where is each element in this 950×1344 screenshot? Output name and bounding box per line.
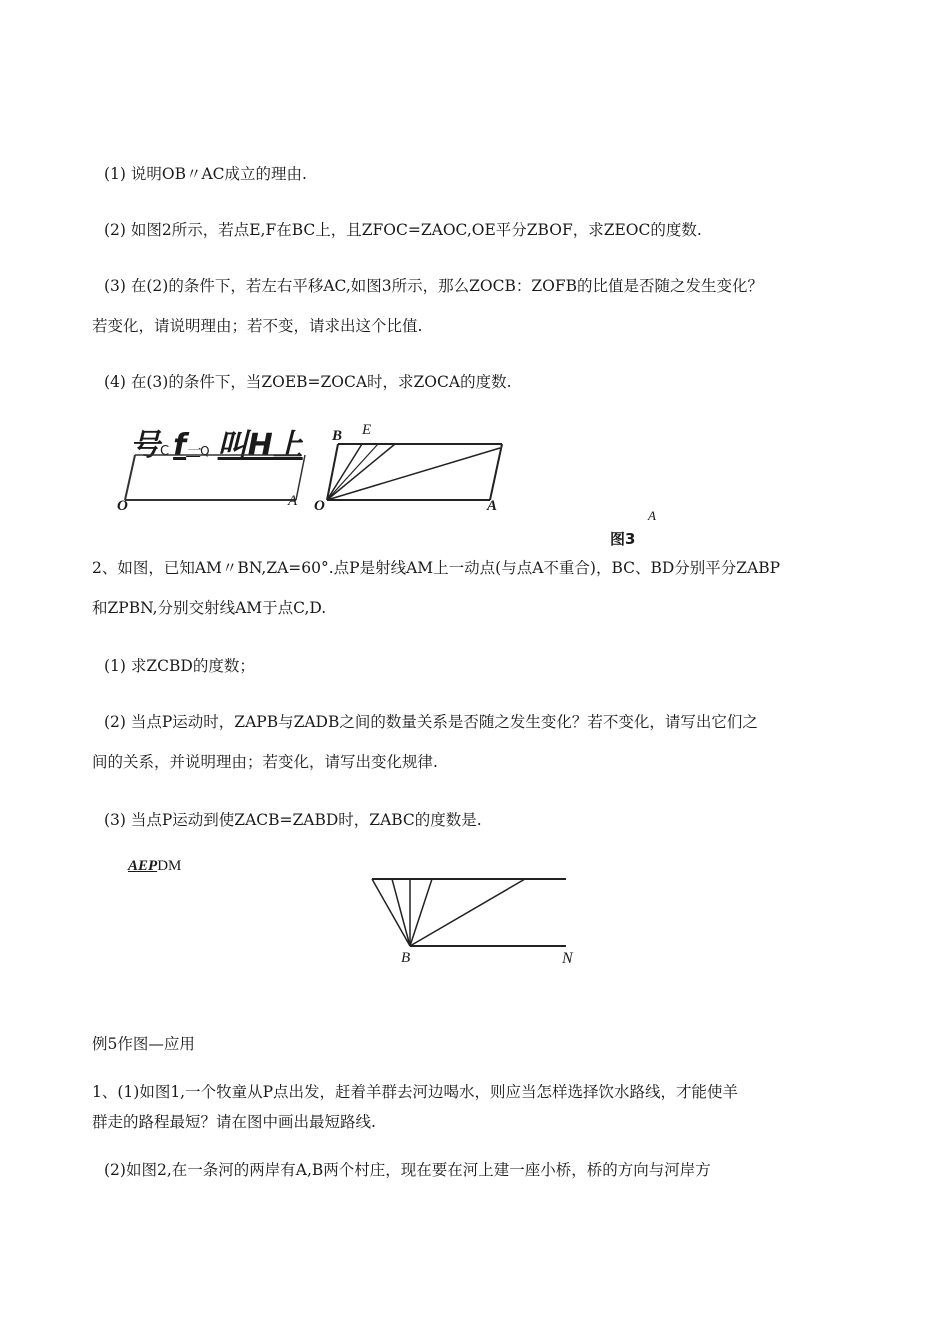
garble-c: C bbox=[160, 444, 170, 459]
problem2-q2-line1: (2) 当点P运动时，ZAPB与ZADB之间的数量关系是否随之发生变化？若不变化，请写出它们之 bbox=[104, 713, 758, 731]
left-right-edge bbox=[296, 455, 305, 500]
problem2-q1: (1) 求ZCBD的度数； bbox=[104, 657, 255, 675]
fig1-right-label-B: B bbox=[332, 428, 343, 444]
problem1-q3-line1: (3) 在(2)的条件下，若左右平移AC,如图3所示，那么ZOCB：ZOFB的比值是否随之发生变化？ bbox=[104, 277, 763, 295]
right-right-edge bbox=[490, 444, 502, 500]
fig1-caption-A: A bbox=[648, 508, 656, 523]
example5-p1-line2: 群走的路程最短？请在图中画出最短路线. bbox=[92, 1113, 376, 1131]
fig2-label-B: B bbox=[401, 950, 411, 966]
problem2-q3: (3) 当点P运动到使ZACB=ZABD时，ZABC的度数是. bbox=[104, 811, 482, 829]
example5-p1-line1: 1、(1)如图1,一个牧童从P点出发，赶着羊群去河边喝水，则应当怎样选择饮水路线，才能使羊 bbox=[92, 1083, 739, 1101]
fig1-right-label-A: A bbox=[487, 498, 498, 514]
fig2-label-AEP: AEP bbox=[128, 858, 158, 874]
fig1-left-label-A: A bbox=[288, 493, 298, 509]
fig2-top-labels bbox=[128, 858, 181, 875]
fig1-right-label-E: E bbox=[362, 422, 372, 438]
problem1-q1: (1) 说明OB〃AC成立的理由. bbox=[104, 165, 307, 183]
garble-dash: 一 bbox=[186, 443, 201, 459]
fig2-seg-BD bbox=[410, 879, 525, 946]
problem2-intro-line2: 和ZPBN,分别交射线AM于点C,D. bbox=[92, 599, 327, 617]
problem1-q4: (4) 在(3)的条件下，当ZOEB=ZOCA时，求ZOCA的度数. bbox=[104, 373, 512, 391]
fig1-left-label-O: O bbox=[117, 498, 128, 514]
problem2-intro-line1: 2、如图，已知AM〃BN,ZA=60°.点P是射线AM上一动点(与点A不重合)，BC、BD分别平分ZABP bbox=[92, 559, 781, 577]
fig2-seg-AB bbox=[372, 879, 410, 946]
garble-f: f bbox=[173, 428, 187, 463]
problem2-q2-line2: 间的关系，并说明理由；若变化，请写出变化规律. bbox=[92, 753, 438, 771]
example5-title: 例5作图—应用 bbox=[92, 1035, 195, 1053]
left-left-edge bbox=[125, 455, 135, 500]
fig1-caption: 图3 bbox=[610, 530, 636, 548]
garble-a: 号 bbox=[130, 428, 160, 463]
ray-OC bbox=[327, 448, 500, 500]
problem1-q3-line2: 若变化，请说明理由；若不变，请求出这个比值. bbox=[92, 317, 423, 335]
garble-q: Q bbox=[200, 444, 210, 458]
fig1-right-label-O: O bbox=[314, 498, 325, 514]
problem1-q2: (2) 如图2所示，若点E,F在BC上，且ZFOC=ZAOC,OE平分ZBOF，求ZEOC的度数. bbox=[104, 221, 702, 239]
example5-p2: (2)如图2,在一条河的两岸有A,B两个村庄，现在要在河上建一座小桥，桥的方向与河岸方 bbox=[104, 1161, 711, 1179]
fig2-label-N: N bbox=[562, 950, 573, 967]
garble-jiao: 叫H上 bbox=[217, 428, 303, 463]
fig2-seg-BE bbox=[392, 879, 410, 946]
fig2-label-DM: DM bbox=[157, 858, 182, 874]
